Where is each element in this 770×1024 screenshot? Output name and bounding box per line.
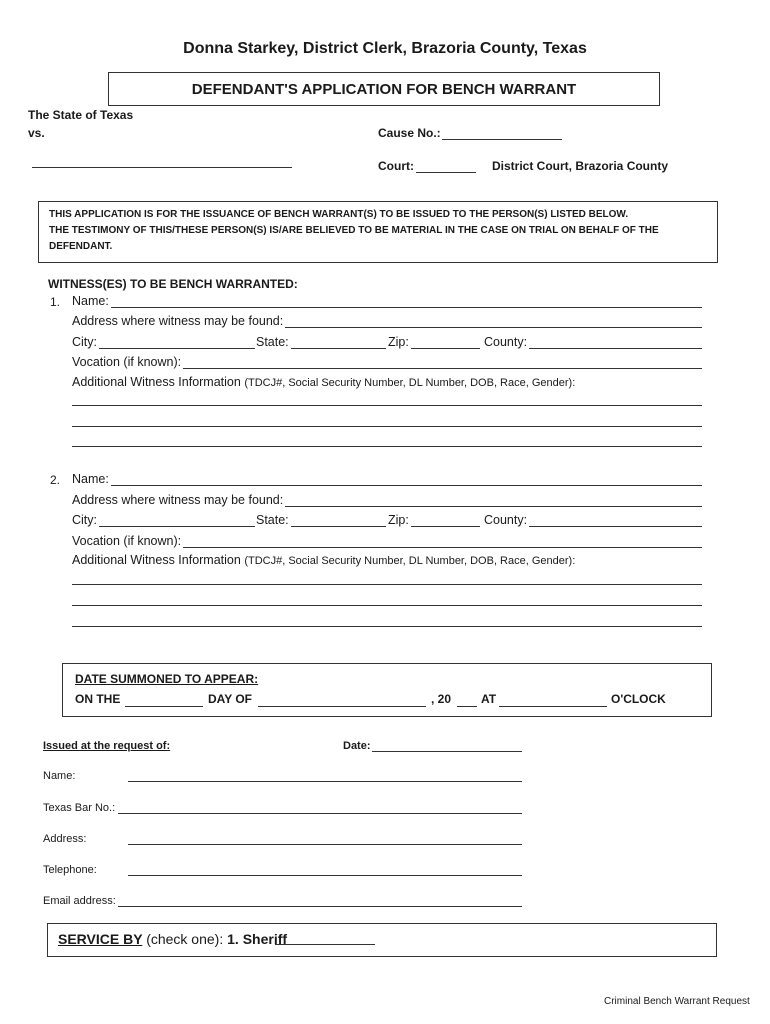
witness-1-additional bbox=[72, 375, 575, 389]
form-title: DEFENDANT'S APPLICATION FOR BENCH WARRANT bbox=[191, 81, 577, 98]
witness-2-info-line[interactable] bbox=[72, 626, 702, 627]
witness-1-address-row bbox=[72, 314, 702, 328]
witness-1-zip-row bbox=[388, 335, 480, 349]
defendant-name-field[interactable] bbox=[32, 167, 292, 168]
state-of-texas: The State of Texas bbox=[28, 108, 134, 122]
witness-2-state-label: State: bbox=[256, 513, 289, 527]
witness-1-county-row bbox=[484, 335, 702, 349]
witness-1-state-row bbox=[256, 335, 386, 349]
witness-2-additional-label: Additional Witness Information bbox=[72, 553, 241, 567]
email-label: Email address: bbox=[43, 895, 116, 907]
witness-2-city-label: City: bbox=[72, 513, 97, 527]
witness-2-info-line[interactable] bbox=[72, 584, 702, 585]
witness-2-zip-label: Zip: bbox=[388, 513, 409, 527]
witness-1-city-label: City: bbox=[72, 335, 97, 349]
court-suffix: District Court, Brazoria County bbox=[492, 159, 669, 173]
witness-1-county-label: County: bbox=[484, 335, 528, 349]
service-row bbox=[58, 931, 287, 947]
witness-2-state-field[interactable] bbox=[291, 514, 386, 527]
request-heading: Issued at the request of: bbox=[43, 740, 171, 752]
summons-year-field[interactable] bbox=[457, 706, 477, 707]
clerk-header: Donna Starkey, District Clerk, Brazoria County, Texas bbox=[183, 40, 587, 57]
service-by-label: SERVICE BY bbox=[58, 931, 143, 947]
witness-2-number: 2. bbox=[50, 473, 61, 487]
witness-2-additional bbox=[72, 553, 575, 567]
form-title-box bbox=[108, 72, 660, 106]
telephone-label: Telephone: bbox=[43, 864, 97, 876]
day-of-label: DAY OF bbox=[208, 692, 253, 706]
witness-2-vocation-label: Vocation (if known): bbox=[72, 534, 182, 548]
witness-1-vocation-label: Vocation (if known): bbox=[72, 355, 182, 369]
witness-2-state-row bbox=[256, 513, 386, 527]
witness-1-name-label: Name: bbox=[72, 294, 109, 308]
notice-line-1: THIS APPLICATION IS FOR THE ISSUANCE OF BENCH WARRANT(S) TO BE ISSUED TO THE PERSON(S) LISTED BELOW. bbox=[49, 209, 629, 220]
witness-2-zip-row bbox=[388, 513, 480, 527]
witness-2-additional-hint: (TDCJ#, Social Security Number, DL Number, DOB, Race, Gender): bbox=[244, 555, 576, 567]
witness-1-address-field[interactable] bbox=[285, 315, 702, 328]
service-box bbox=[47, 923, 717, 957]
summons-day-field[interactable] bbox=[125, 706, 203, 707]
year-prefix: , 20 bbox=[431, 692, 452, 706]
court-number-field[interactable] bbox=[416, 172, 476, 173]
summons-heading: DATE SUMMONED TO APPEAR: bbox=[75, 672, 259, 686]
requester-address-field[interactable] bbox=[128, 844, 522, 845]
witness-1-county-field[interactable] bbox=[529, 336, 702, 349]
witness-1-address-label: Address where witness may be found: bbox=[72, 314, 284, 328]
witness-1-info-line[interactable] bbox=[72, 405, 702, 406]
on-the-label: ON THE bbox=[75, 692, 121, 706]
vs-label: vs. bbox=[28, 126, 45, 140]
telephone-field[interactable] bbox=[128, 875, 522, 876]
witnesses-heading: WITNESS(ES) TO BE BENCH WARRANTED: bbox=[48, 277, 298, 291]
summons-time-field[interactable] bbox=[499, 706, 607, 707]
witness-1-vocation-field[interactable] bbox=[183, 356, 702, 369]
footer-form-name: Criminal Bench Warrant Request bbox=[604, 996, 750, 1007]
bar-number-label: Texas Bar No.: bbox=[43, 802, 116, 814]
witness-2-vocation-row bbox=[72, 534, 702, 548]
witness-1-city-field[interactable] bbox=[99, 336, 255, 349]
witness-1-zip-label: Zip: bbox=[388, 335, 409, 349]
requester-name-field[interactable] bbox=[128, 781, 522, 782]
date-field[interactable] bbox=[372, 751, 522, 752]
witness-2-info-line[interactable] bbox=[72, 605, 702, 606]
cause-label: Cause No.: bbox=[378, 126, 441, 140]
sheriff-check-field[interactable] bbox=[275, 944, 375, 945]
witness-1-vocation-row bbox=[72, 355, 702, 369]
witness-2-county-label: County: bbox=[484, 513, 528, 527]
witness-1-info-line[interactable] bbox=[72, 446, 702, 447]
witness-1-name-row bbox=[72, 294, 702, 308]
witness-1-additional-hint: (TDCJ#, Social Security Number, DL Number, DOB, Race, Gender): bbox=[244, 377, 576, 389]
summons-box bbox=[62, 663, 712, 717]
witness-2-county-row bbox=[484, 513, 702, 527]
email-field[interactable] bbox=[118, 906, 522, 907]
notice-line-3: DEFENDANT. bbox=[49, 241, 113, 252]
witness-2-address-label: Address where witness may be found: bbox=[72, 493, 284, 507]
witness-1-state-field[interactable] bbox=[291, 336, 386, 349]
oclock-label: O'CLOCK bbox=[611, 692, 666, 706]
witness-1-zip-field[interactable] bbox=[411, 336, 480, 349]
witness-2-address-field[interactable] bbox=[285, 494, 702, 507]
service-option-sheriff: 1. Sheriff bbox=[227, 931, 288, 947]
date-label: Date: bbox=[343, 740, 371, 752]
service-check-label: (check one): bbox=[146, 931, 224, 947]
witness-2-address-row bbox=[72, 493, 702, 507]
witness-2-vocation-field[interactable] bbox=[183, 535, 702, 548]
requester-name-label: Name: bbox=[43, 770, 76, 782]
at-label: AT bbox=[481, 692, 497, 706]
witness-2-county-field[interactable] bbox=[529, 514, 702, 527]
cause-number-field[interactable] bbox=[442, 139, 562, 140]
witness-1-state-label: State: bbox=[256, 335, 289, 349]
witness-2-name-row bbox=[72, 472, 702, 486]
court-label: Court: bbox=[378, 159, 414, 173]
requester-address-label: Address: bbox=[43, 833, 87, 845]
witness-1-city-row bbox=[72, 335, 255, 349]
witness-1-additional-label: Additional Witness Information bbox=[72, 375, 241, 389]
notice-line-2: THE TESTIMONY OF THIS/THESE PERSON(S) IS/ARE BELIEVED TO BE MATERIAL IN THE CASE ON TRIAL ON BEHALF OF THE bbox=[49, 225, 659, 236]
summons-month-field[interactable] bbox=[258, 706, 426, 707]
witness-2-city-row bbox=[72, 513, 255, 527]
witness-2-city-field[interactable] bbox=[99, 514, 255, 527]
bar-number-field[interactable] bbox=[118, 813, 522, 814]
witness-2-zip-field[interactable] bbox=[411, 514, 480, 527]
witness-1-name-field[interactable] bbox=[111, 295, 702, 308]
notice-box bbox=[38, 201, 718, 263]
witness-1-number: 1. bbox=[50, 295, 61, 309]
witness-2-name-label: Name: bbox=[72, 472, 109, 486]
witness-1-info-line[interactable] bbox=[72, 426, 702, 427]
witness-2-name-field[interactable] bbox=[111, 473, 702, 486]
